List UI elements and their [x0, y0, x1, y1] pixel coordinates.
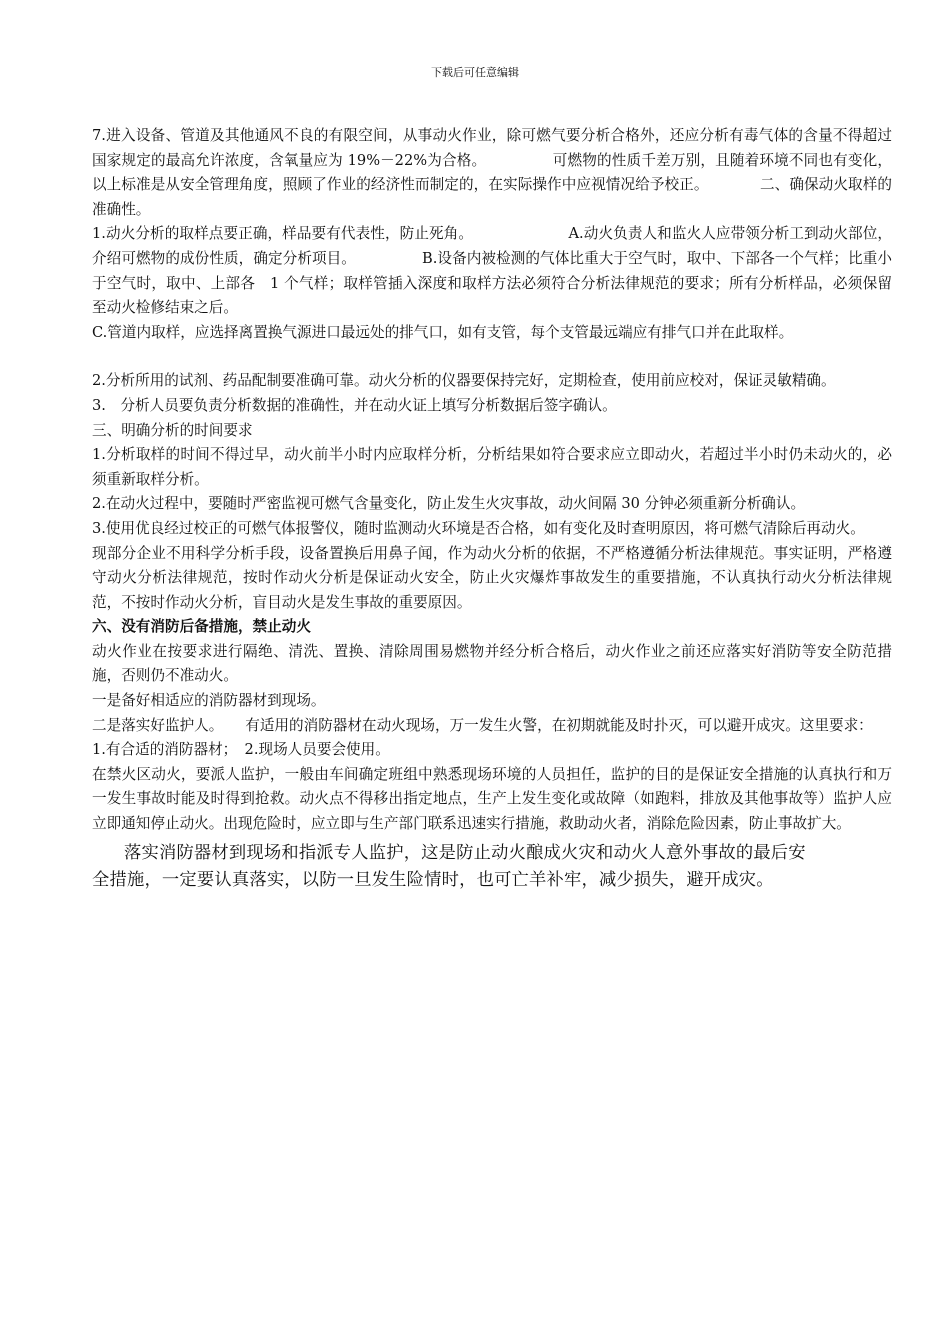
section-heading-fire-protection: 六、没有消防后备措施，禁止动火 — [92, 618, 311, 636]
paragraph-equipment: 一是备好相适应的消防器材到现场。 — [92, 692, 326, 710]
paragraph-sampling-points: 1.动火分析的取样点要正确，样品要有代表性，防止死角。 A.动火负责人和监火人应带领分析工到动火部位，介绍可燃物的成份性质，确定分析项目。 B.设备内被检测的气体比重大于空气时，取中、下部各一个气样；比重小于空气时，取中、上部各 1 个气样；取样管插入深度和取样方法必须符合分析法律规范的要求；所有分析样品，必须保留至动火检修结束之后。 — [92, 225, 892, 317]
page-header: 下载后可任意编辑 — [431, 66, 519, 79]
paragraph-gas-alarm: 3.使用优良经过校正的可燃气体报警仪，随时监测动火环境是否合格，如有变化及时查明原因，将可燃气清除后再动火。 — [92, 519, 865, 537]
paragraph-fire-measures: 动火作业在按要求进行隔绝、清洗、置换、清除周围易燃物并经分析合格后，动火作业之前还应落实好消防等安全防范措施，否则仍不准动火。 — [92, 642, 892, 685]
paragraph-monitoring: 2.在动火过程中，要随时严密监视可燃气含量变化，防止发生火灾事故，动火间隔 30 分钟必须重新分析确认。 — [92, 495, 806, 513]
paragraph-reagents: 2.分析所用的试剂、药品配制要准确可靠。动火分析的仪器要保持完好，定期检查，使用前应校对，保证灵敏精确。 — [92, 372, 836, 390]
paragraph-facts: 现部分企业不用科学分析手段，设备置换后用鼻子闻，作为动火分析的依据，不严格遵循分析法律规范。事实证明，严格遵守动火分析法律规范，按时作动火分析是保证动火安全，防止火灾爆炸事故发生的重要措施，不认真执行动火分析法律规范，不按时作动火分析，盲目动火是发生事故的重要原因。 — [92, 544, 892, 611]
paragraph-pipe-sampling: C.管道内取样，应选择离置换气源进口最远处的排气口，如有支管，每个支管最远端应有排气口并在此取样。 — [92, 323, 794, 341]
paragraph-analyst-responsibility: 3. 分析人员要负责分析数据的准确性，并在动火证上填写分析数据后签字确认。 — [92, 396, 617, 414]
document-body — [92, 124, 892, 894]
paragraph-supervision: 在禁火区动火，要派人监护，一般由车间确定班组中熟悉现场环境的人员担任，监护的目的是保证安全措施的认真执行和万一发生事故时能及时得到抢救。动火点不得移出指定地点，生产上发生变化或故障（如跑料，排放及其他事故等）监护人应立即通知停止动火。出现危险时，应立即与生产部门联系迅速实行措施，救助动火者，消除危险因素，防止事故扩大。 — [92, 765, 892, 833]
conclusion-line-2: 全措施，一定要认真落实，以防一旦发生险情时，也可亡羊补牢，减少损失，避开成灾。 — [92, 869, 774, 890]
section-heading-timing: 三、明确分析的时间要求 — [92, 421, 253, 439]
paragraph-guardian: 二是落实好监护人。 有适用的消防器材在动火现场，万一发生火警，在初期就能及时扑灭，可以避开成灾。这里要求： — [92, 716, 873, 734]
paragraph-requirements: 1.有合适的消防器材； 2.现场人员要会使用。 — [92, 741, 390, 759]
paragraph-oxygen-requirement: 7.进入设备、管道及其他通风不良的有限空间，从事动火作业，除可燃气要分析合格外，还应分析有毒气体的含量不得超过国家规定的最高允许浓度，含氧量应为 19%－22%为合格。 可燃物的性质千差万别，且随着环境不同也有变化，以上标准是从安全管理角度，照顾了作业的经济性而制定的，在实际操作中应视情况给予校正。 二、确保动火取样的准确性。 — [92, 127, 892, 218]
paragraph-sampling-time: 1.分析取样的时间不得过早，动火前半小时内应取样分析，分析结果如符合要求应立即动火，若超过半小时仍未动火的，必须重新取样分析。 — [92, 446, 892, 488]
paragraph-conclusion — [92, 840, 892, 894]
blank-line — [92, 345, 892, 369]
conclusion-line-1: 落实消防器材到现场和指派专人监护，这是防止动火酿成火灾和动火人意外事故的最后安 — [124, 842, 806, 863]
